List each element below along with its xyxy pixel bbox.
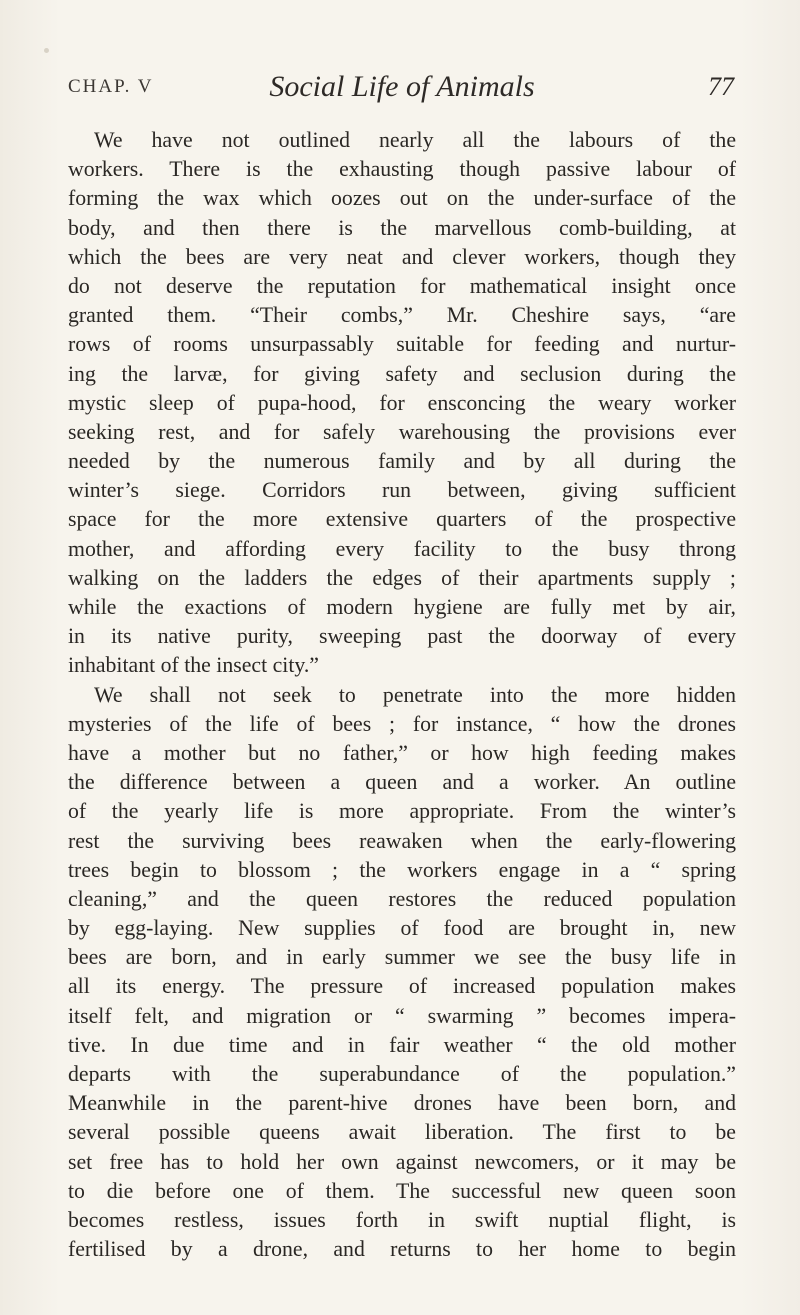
text-line: inhabitant of the insect city.” [68, 653, 319, 678]
text-line: walking on the ladders the edges of their apartments supply ; [68, 565, 736, 590]
text-line: departs with the superabundance of the population.” [68, 1062, 736, 1086]
text-line: winter’s siege. Corridors run between, giving sufficient [68, 478, 736, 503]
text-line: mother, and affording every facility to the busy throng [68, 536, 736, 561]
text-line: space for the more extensive quarters of the prospective [68, 507, 736, 532]
text-line: rest the surviving bees reawaken when the early-flowering [68, 828, 736, 853]
text-line: bees are born, and in early summer we see the busy life in [68, 945, 736, 970]
text-line: several possible queens await liberation. The first to be [68, 1120, 736, 1145]
chapter-label: CHAP. V [68, 76, 154, 97]
text-line: needed by the numerous family and by all during the [68, 449, 736, 474]
text-line: ing the larvæ, for giving safety and seclusion during the [68, 361, 736, 386]
text-line: trees begin to blossom ; the workers engage in a “ spring [68, 857, 736, 882]
text-line: workers. There is the exhausting though passive labour of [68, 157, 736, 182]
text-line: granted them. “Their combs,” Mr. Cheshire says, “are [68, 303, 736, 328]
text-line: mystic sleep of pupa-hood, for ensconcing the weary worker [68, 390, 736, 415]
text-line: of the yearly life is more appropriate. From the winter’s [68, 799, 736, 824]
text-line: rows of rooms unsurpassably suitable for feeding and nurtur- [68, 332, 736, 357]
text-line: all its energy. The pressure of increased population makes [68, 974, 736, 999]
page-number: 77 [708, 72, 734, 101]
text-line: to die before one of them. The successful new queen soon [68, 1178, 736, 1203]
text-line: have a mother but no father,” or how high feeding makes [68, 740, 736, 765]
text-line: Meanwhile in the parent-hive drones have been born, and [68, 1091, 736, 1116]
text-line: body, and then there is the marvellous comb-building, at [68, 215, 736, 240]
text-line: do not deserve the reputation for mathematical insight once [68, 273, 736, 298]
text-line: set free has to hold her own against newcomers, or it may be [68, 1149, 736, 1174]
text-line: by egg-laying. New supplies of food are brought in, new [68, 916, 736, 941]
text-line: We have not outlined nearly all the labours of the [94, 128, 736, 152]
text-line: tive. In due time and in fair weather “ the old mother [68, 1032, 736, 1057]
text-line: while the exactions of modern hygiene are fully met by air, [68, 595, 736, 619]
page-speck [44, 48, 49, 53]
text-line: We shall not seek to penetrate into the more hidden [94, 682, 736, 707]
text-line: becomes restless, issues forth in swift nuptial flight, is [68, 1207, 736, 1232]
text-line: forming the wax which oozes out on the under-surface of the [68, 186, 736, 211]
running-header [68, 70, 736, 110]
text-line: mysteries of the life of bees ; for instance, “ how the drones [68, 711, 736, 736]
running-title: Social Life of Animals [269, 70, 535, 103]
text-line: in its native purity, sweeping past the doorway of every [68, 624, 736, 649]
text-line: fertilised by a drone, and returns to her home to begin [68, 1237, 736, 1262]
text-line: the difference between a queen and a worker. An outline [68, 770, 736, 795]
text-line: itself felt, and migration or “ swarming ” becomes impera- [68, 1003, 736, 1028]
text-line: which the bees are very neat and clever workers, though they [68, 244, 736, 269]
body-text [68, 126, 736, 1264]
text-line: cleaning,” and the queen restores the reduced population [68, 886, 736, 911]
text-line: seeking rest, and for safely warehousing the provisions ever [68, 419, 736, 444]
